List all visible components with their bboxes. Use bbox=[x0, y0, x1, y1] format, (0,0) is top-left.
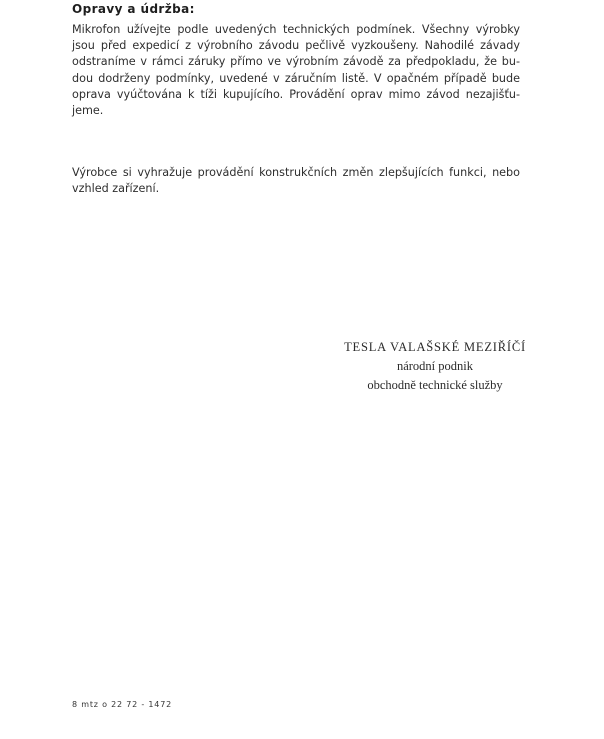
signature-enterprise-type: národní podnik bbox=[396, 359, 474, 373]
paragraph-repairs bbox=[72, 22, 520, 119]
paragraph-line: Mikrofon užívejte podle uvedených technických podmínek. Všechny výrobky bbox=[72, 23, 520, 36]
paragraph-line: jsou před expedicí z výrobního závodu pečlivě vyzkoušeny. Nahodilé závady bbox=[72, 39, 520, 53]
paragraph-manufacturer-notice bbox=[72, 165, 520, 197]
signature-organization: TESLA VALAŠSKÉ MEZIŘÍČÍ bbox=[344, 340, 526, 354]
paragraph-line: oprava vyúčtována k tíži kupujícího. Provádění oprav mimo závod nezajišťu- bbox=[72, 87, 520, 101]
paragraph-line: dou dodrženy podmínky, uvedené v záručním listě. V opačném případě bude bbox=[72, 71, 520, 85]
signature-department: obchodně technické služby bbox=[367, 378, 503, 392]
footer-print-code: 8 mtz o 22 72 - 1472 bbox=[72, 700, 172, 709]
paragraph-line: vzhled zařízení. bbox=[72, 182, 160, 196]
signature-block bbox=[340, 338, 530, 395]
paragraph-line: odstraníme v rámci záruky přímo ve výrobním závodě za předpokladu, že bu- bbox=[72, 55, 520, 69]
paragraph-line: Výrobce si vyhražuje provádění konstrukčních změn zlepšujících funkci, nebo bbox=[72, 166, 520, 179]
paragraph-line: jeme. bbox=[72, 104, 104, 118]
section-heading: Opravy a údržba: bbox=[72, 2, 195, 16]
